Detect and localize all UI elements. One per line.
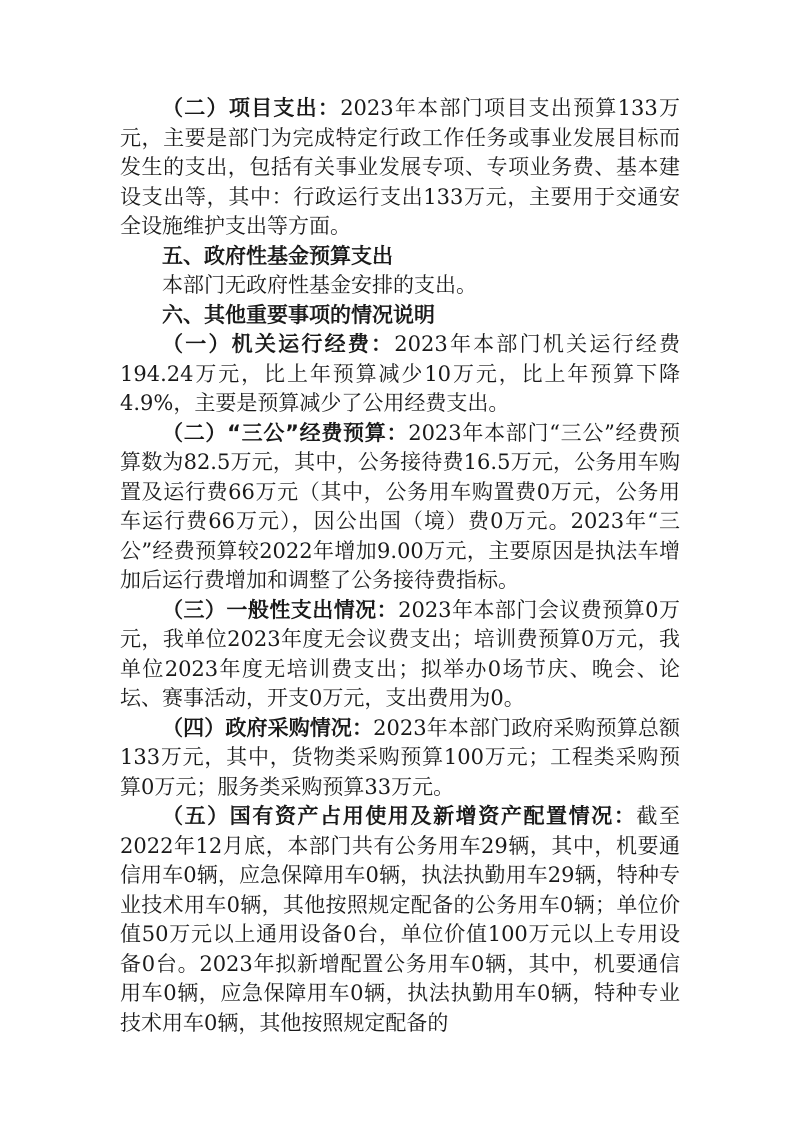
paragraph-text: 2023年本部门项目支出预算133万元，主要是部门为完成特定行政工作任务或事业发展目标而发生的支出，包括有关事业发展专项、专项业务费、基本建设支出等，其中：行政运行支出133万元，主要用于交通安全设施维护支出等方面。	[120, 96, 680, 238]
three-public-expenses-paragraph	[120, 419, 680, 596]
paragraph-lead: （四）政府采购情况：	[162, 715, 374, 740]
state-assets-paragraph	[120, 802, 680, 1038]
paragraph-lead: （二）项目支出：	[162, 96, 341, 120]
paragraph-lead: （二）“三公”经费预算：	[162, 420, 409, 445]
section-heading-other-matters: 六、其他重要事项的情况说明	[162, 302, 435, 327]
operating-cost-paragraph	[120, 330, 680, 419]
document-body	[120, 94, 680, 1038]
paragraph-text: 2023年本部门政府采购预算总额133万元，其中，货物类采购预算100万元；工程类采购预算0万元；服务类采购预算33万元。	[120, 715, 681, 799]
paragraph-lead: （一）机关运行经费：	[162, 332, 395, 356]
paragraph-text: 2023年本部门会议费预算0万元，我单位2023年度无会议费支出；培训费预算0万元，我单位2023年度无培训费支出；拟举办0场节庆、晚会、论坛、赛事活动，开支0万元，支出费用为0。	[120, 597, 680, 710]
paragraph-lead: （五）国有资产占用使用及新增资产配置情况：	[162, 804, 637, 828]
paragraph-lead: （三）一般性支出情况：	[162, 597, 399, 622]
project-expenditure-paragraph	[120, 94, 680, 242]
fund-budget-paragraph: 本部门无政府性基金安排的支出。	[162, 273, 477, 297]
section-heading-fund-budget: 五、政府性基金预算支出	[162, 243, 393, 268]
paragraph-text: 2023年本部门“三公”经费预算数为82.5万元，其中，公务接待费16.5万元，公务用车购置及运行费66万元（其中，公务用车购置费0万元，公务用车运行费66万元），因公出国（境）费0万元。2023年“三公”经费预算较2022年增加9.00万元，主要原因是执法车增加后运行费增加和调整了公务接待费指标。	[120, 420, 680, 592]
procurement-paragraph	[120, 714, 680, 803]
paragraph-text: 截至2022年12月底，本部门共有公务用车29辆，其中，机要通信用车0辆，应急保障用车0辆，执法执勤用车29辆，特种专业技术用车0辆，其他按照规定配备的公务用车0辆；单位价值50万元以上通用设备0台，单位价值100万元以上专用设备0台。2023年拟新增配置公务用车0辆，其中，机要通信用车0辆，应急保障用车0辆，执法执勤用车0辆，特种专业技术用车0辆，其他按照规定配备的	[120, 804, 681, 1035]
paragraph-text: 2023年本部门机关运行经费194.24万元，比上年预算减少10万元，比上年预算下降4.9%，主要是预算减少了公用经费支出。	[120, 332, 680, 415]
general-expenditure-paragraph	[120, 596, 680, 714]
